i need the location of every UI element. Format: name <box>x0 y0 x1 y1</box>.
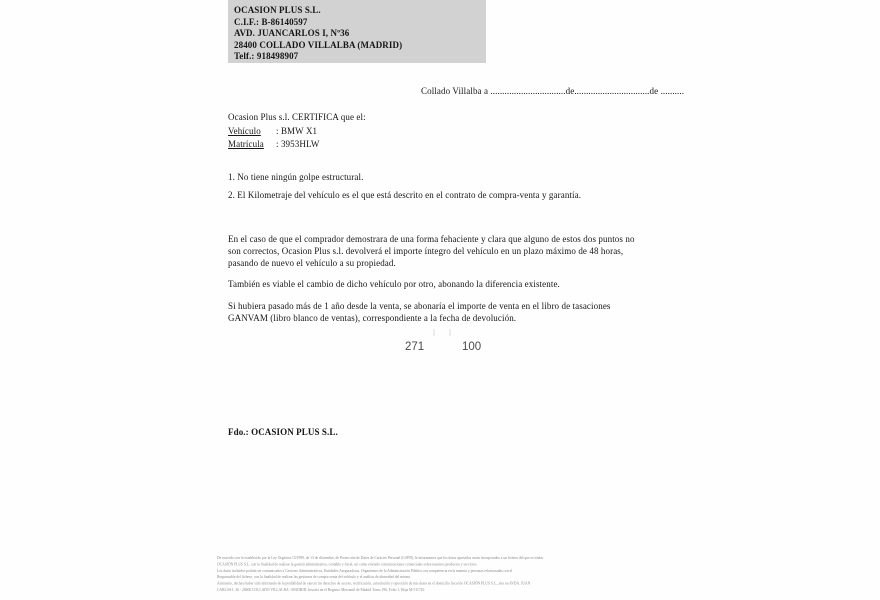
certify-intro: Ocasion Plus s.l. CERTIFICA que el: <box>228 112 366 122</box>
signature-line: Fdo.: OCASION PLUS S.L. <box>228 427 338 437</box>
paragraph-ganvam-valuation <box>228 300 611 324</box>
fine-print-line: CARLOS I, 36 - 28400 COLLADO VILLALBA - MADRID. Inscrita en el Registro Mercantil de Madrid Tomo 196, Folio 1, Hoja M-511716 <box>217 587 425 592</box>
scan-artifact-tick <box>449 329 451 336</box>
paragraph-line: pasando de nuevo el vehículo a su propiedad. <box>228 258 396 269</box>
plate-row <box>228 139 319 149</box>
vehicle-label: Vehículo <box>228 126 261 136</box>
paragraph-line: GANVAM (libro blanco de ventas), correspondiente a la fecha de devolución. <box>228 313 517 324</box>
fine-print-line: De acuerdo con lo establecido por la Ley Orgánica 15/1999, de 13 de diciembre, de Protección de Datos de Carácter Personal (LOPD), le informamos que los datos aportados serán incorporados a un fichero del que es titular <box>217 555 544 560</box>
company-header-block <box>228 0 486 63</box>
date-fill-in-line: Collado Villalba a ................................de................................de .......... <box>421 86 685 96</box>
scan-artifact-tick <box>433 329 435 336</box>
certification-point-2: 2. El Kilometraje del vehículo es el que está descrito en el contrato de compra-venta y garantía. <box>228 190 582 200</box>
fine-print-line: Los datos incluidos podrán ser comunicados a Gestores Administrativos, Entidades Aseguradoras, Organismos de la Administración Pública con competencia en la materia y personas relacionadas con el <box>217 568 513 573</box>
fine-print-line: Responsable del fichero, con la finalidad de realizar las gestiones de compra venta del vehículo y el análisis de idoneidad del mismo. <box>217 574 412 580</box>
company-cif: C.I.F.: B-86140597 <box>234 16 308 27</box>
plate-value: : 3953HLW <box>276 139 320 149</box>
company-address: AVD. JUANCARLOS I, Nº36 <box>234 28 350 39</box>
vehicle-row <box>228 126 317 136</box>
paragraph-line: En el caso de que el comprador demostrara de una forma fehaciente y clara que alguno de estos dos puntos no <box>228 234 635 244</box>
paragraph-exchange-option: También es viable el cambio de dicho vehículo por otro, abonando la diferencia existente. <box>228 279 560 289</box>
legal-fine-print <box>217 555 667 593</box>
certification-point-1: 1. No tiene ningún golpe estructural. <box>228 172 364 182</box>
overlay-number-left: 271 <box>405 341 425 353</box>
fine-print-line: Asimismo, declaro haber sido informado de la posibilidad de ejercer los derechos de acceso, rectificación, cancelación y oposición de mis datos en el domicilio fiscal de OCASIÓN PLUS S.L., sito en AVDA. JUAN <box>217 581 531 586</box>
overlay-number-right: 100 <box>462 341 482 353</box>
fine-print-line: OCASIÓN PLUS S.L. con la finalidad de realizar la gestión administrativa, contable y fiscal, así como enviarle comunicaciones comerciales sobre nuestros productos y servicios. <box>217 561 478 567</box>
company-city: 28400 COLLADO VILLALBA (MADRID) <box>234 39 403 50</box>
company-name: OCASION PLUS S.L. <box>234 5 321 15</box>
company-phone: Telf.: 918498907 <box>234 51 299 62</box>
paragraph-refund-terms <box>228 233 635 270</box>
paragraph-line: son correctos, Ocasion Plus s.l. devolverá el importe íntegro del vehículo en un plazo máximo de 48 horas, <box>228 246 624 257</box>
plate-label: Matrícula <box>228 139 264 149</box>
paragraph-line: Si hubiera pasado más de 1 año desde la venta, se abonaría el importe de venta en el libro de tasaciones <box>228 301 611 311</box>
vehicle-value: : BMW X1 <box>276 126 318 136</box>
